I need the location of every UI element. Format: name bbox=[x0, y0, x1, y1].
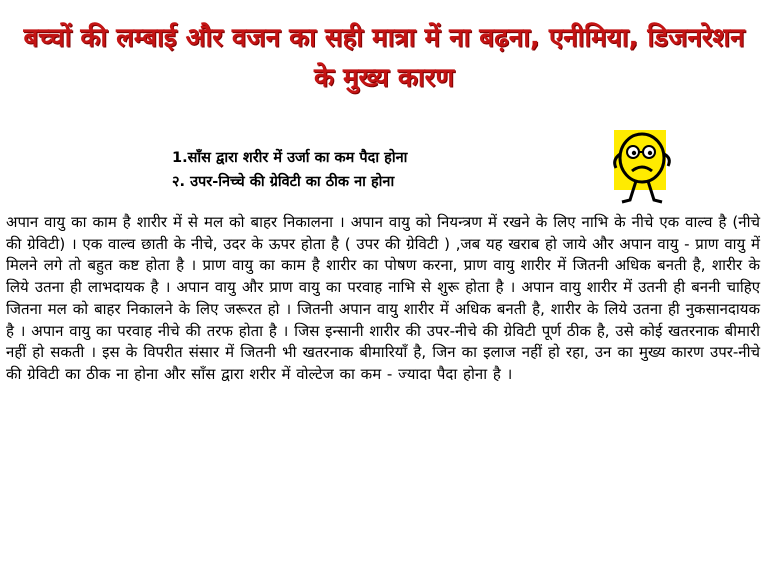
page-title: बच्चों की लम्बाई और वजन का सही मात्रा में ना बढ़ना, एनीमिया, डिजनरेशन के मुख्य कारण bbox=[23, 23, 745, 93]
key-points bbox=[172, 146, 592, 194]
key-point-2: २. उपर-निच्चे की ग्रेविटी का ठीक ना होना bbox=[172, 174, 395, 190]
body-paragraph: अपान वायु का काम है शारीर में से मल को बाहर निकालना । अपान वायु को नियन्त्रण में रखने के लिए नाभि के नीचे एक वाल्व है (नीचे की ग्रेविटी) । एक वाल्व छाती के नीचे, उदर के ऊपर होता है ( उपर की ग्रेविटी ) ,जब यह खराब हो जाये और अपान वायु - प्राण वायु में मिलने लगे तो बहुत कष्ट होता है । प्राण वायु का काम है शारीर का पोषण करना, प्राण वायु शारीर में जितनी अधिक बनती है, शारीर के लिये उतना ही लाभदायक है । अपान वायु और प्राण वायु का परवाह नाभि से शुरू होता है । अपान वायु शारीर में उतनी ही बननी चाहिए जितना मल को बाहर निकालने के लिए जरूरत हो । जितनी अपान वायु शारीर में अधिक बनती है, शारीर के लिये उतना ही नुकसानदायक है । अपान वायु का परवाह नीचे की तरफ होता है । जिस इन्सानी शारीर की उपर-नीचे की ग्रेविटी पूर्ण ठीक है, उसे कोई खतरनाक बीमारी नहीं हो सकती । इस के विपरीत संसार में जितनी भी खतरनाक बीमारियाँ है, जिन का इलाज नहीं हो रहा, उन का मुख्य कारण उपर-नीचे की ग्रेविटी का ठीक ना होना और साँस द्वारा शरीर में वोल्टेज का कम - ज्यादा पैदा होना है । bbox=[6, 213, 760, 383]
key-point-1: 1.साँस द्वारा शरीर में उर्जा का कम पैदा होना bbox=[172, 150, 408, 166]
worried-face-icon bbox=[606, 124, 682, 208]
